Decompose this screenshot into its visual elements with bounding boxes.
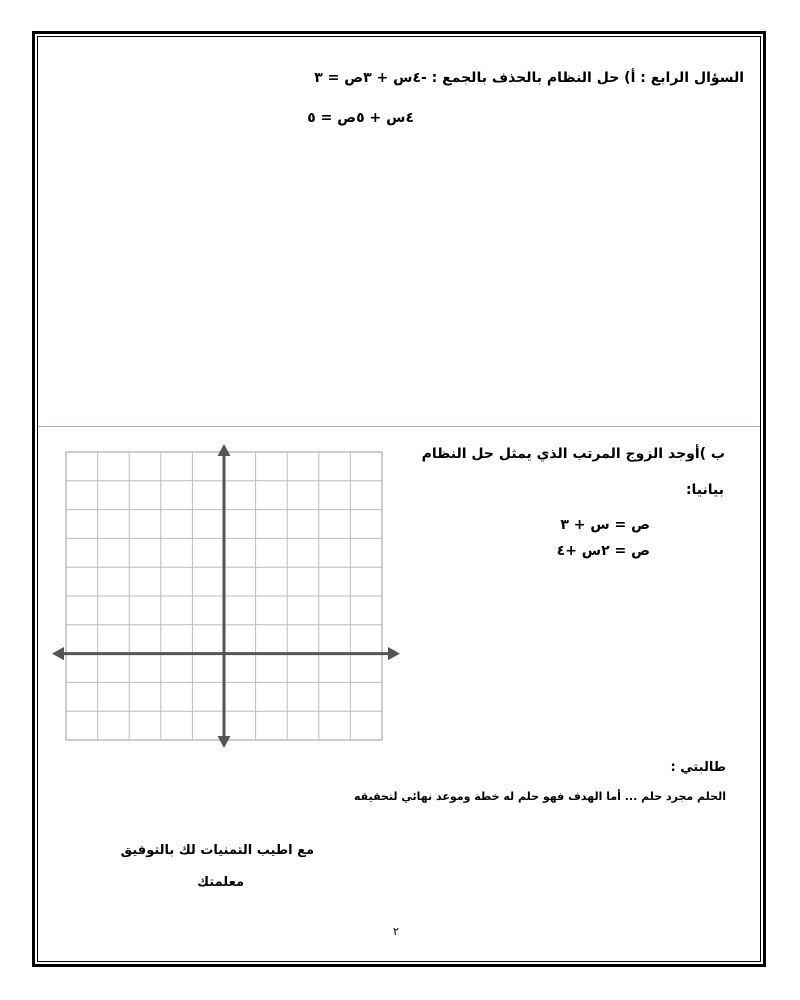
partb-subtitle: بيانيا: — [685, 482, 724, 498]
y-axis-bottom-arrow — [218, 736, 231, 748]
motivational-quote: الحلم مجرد حلم ... أما الهدف فهو حلم له خطة وموعد نهائي لتحقيقه — [354, 790, 726, 803]
partb-title: ب )أوجد الزوج المرتب الذي يمثل حل النظام — [421, 446, 725, 462]
student-label: طالبتي : — [670, 760, 726, 775]
question4-equation2: ٤س + ٥ص = ٥ — [307, 110, 414, 126]
page-number: ٢ — [393, 925, 399, 938]
x-axis-right-arrow — [388, 647, 400, 660]
partb-equation1: ص = س + ٣ — [560, 517, 650, 533]
teacher-signature: معلمتك — [197, 875, 244, 890]
partb-equation2: ص = ٢س +٤ — [556, 543, 650, 559]
y-axis-top-arrow — [218, 444, 231, 456]
question4-title: السؤال الرابع : أ) حل النظام بالحذف بالجمع : -٤س + ٣ص = ٣ — [314, 70, 744, 86]
coordinate-grid — [50, 440, 402, 750]
best-wishes: مع اطيب التمنيات لك بالتوفيق — [120, 843, 314, 858]
x-axis-left-arrow — [52, 647, 64, 660]
section-divider — [38, 426, 760, 427]
